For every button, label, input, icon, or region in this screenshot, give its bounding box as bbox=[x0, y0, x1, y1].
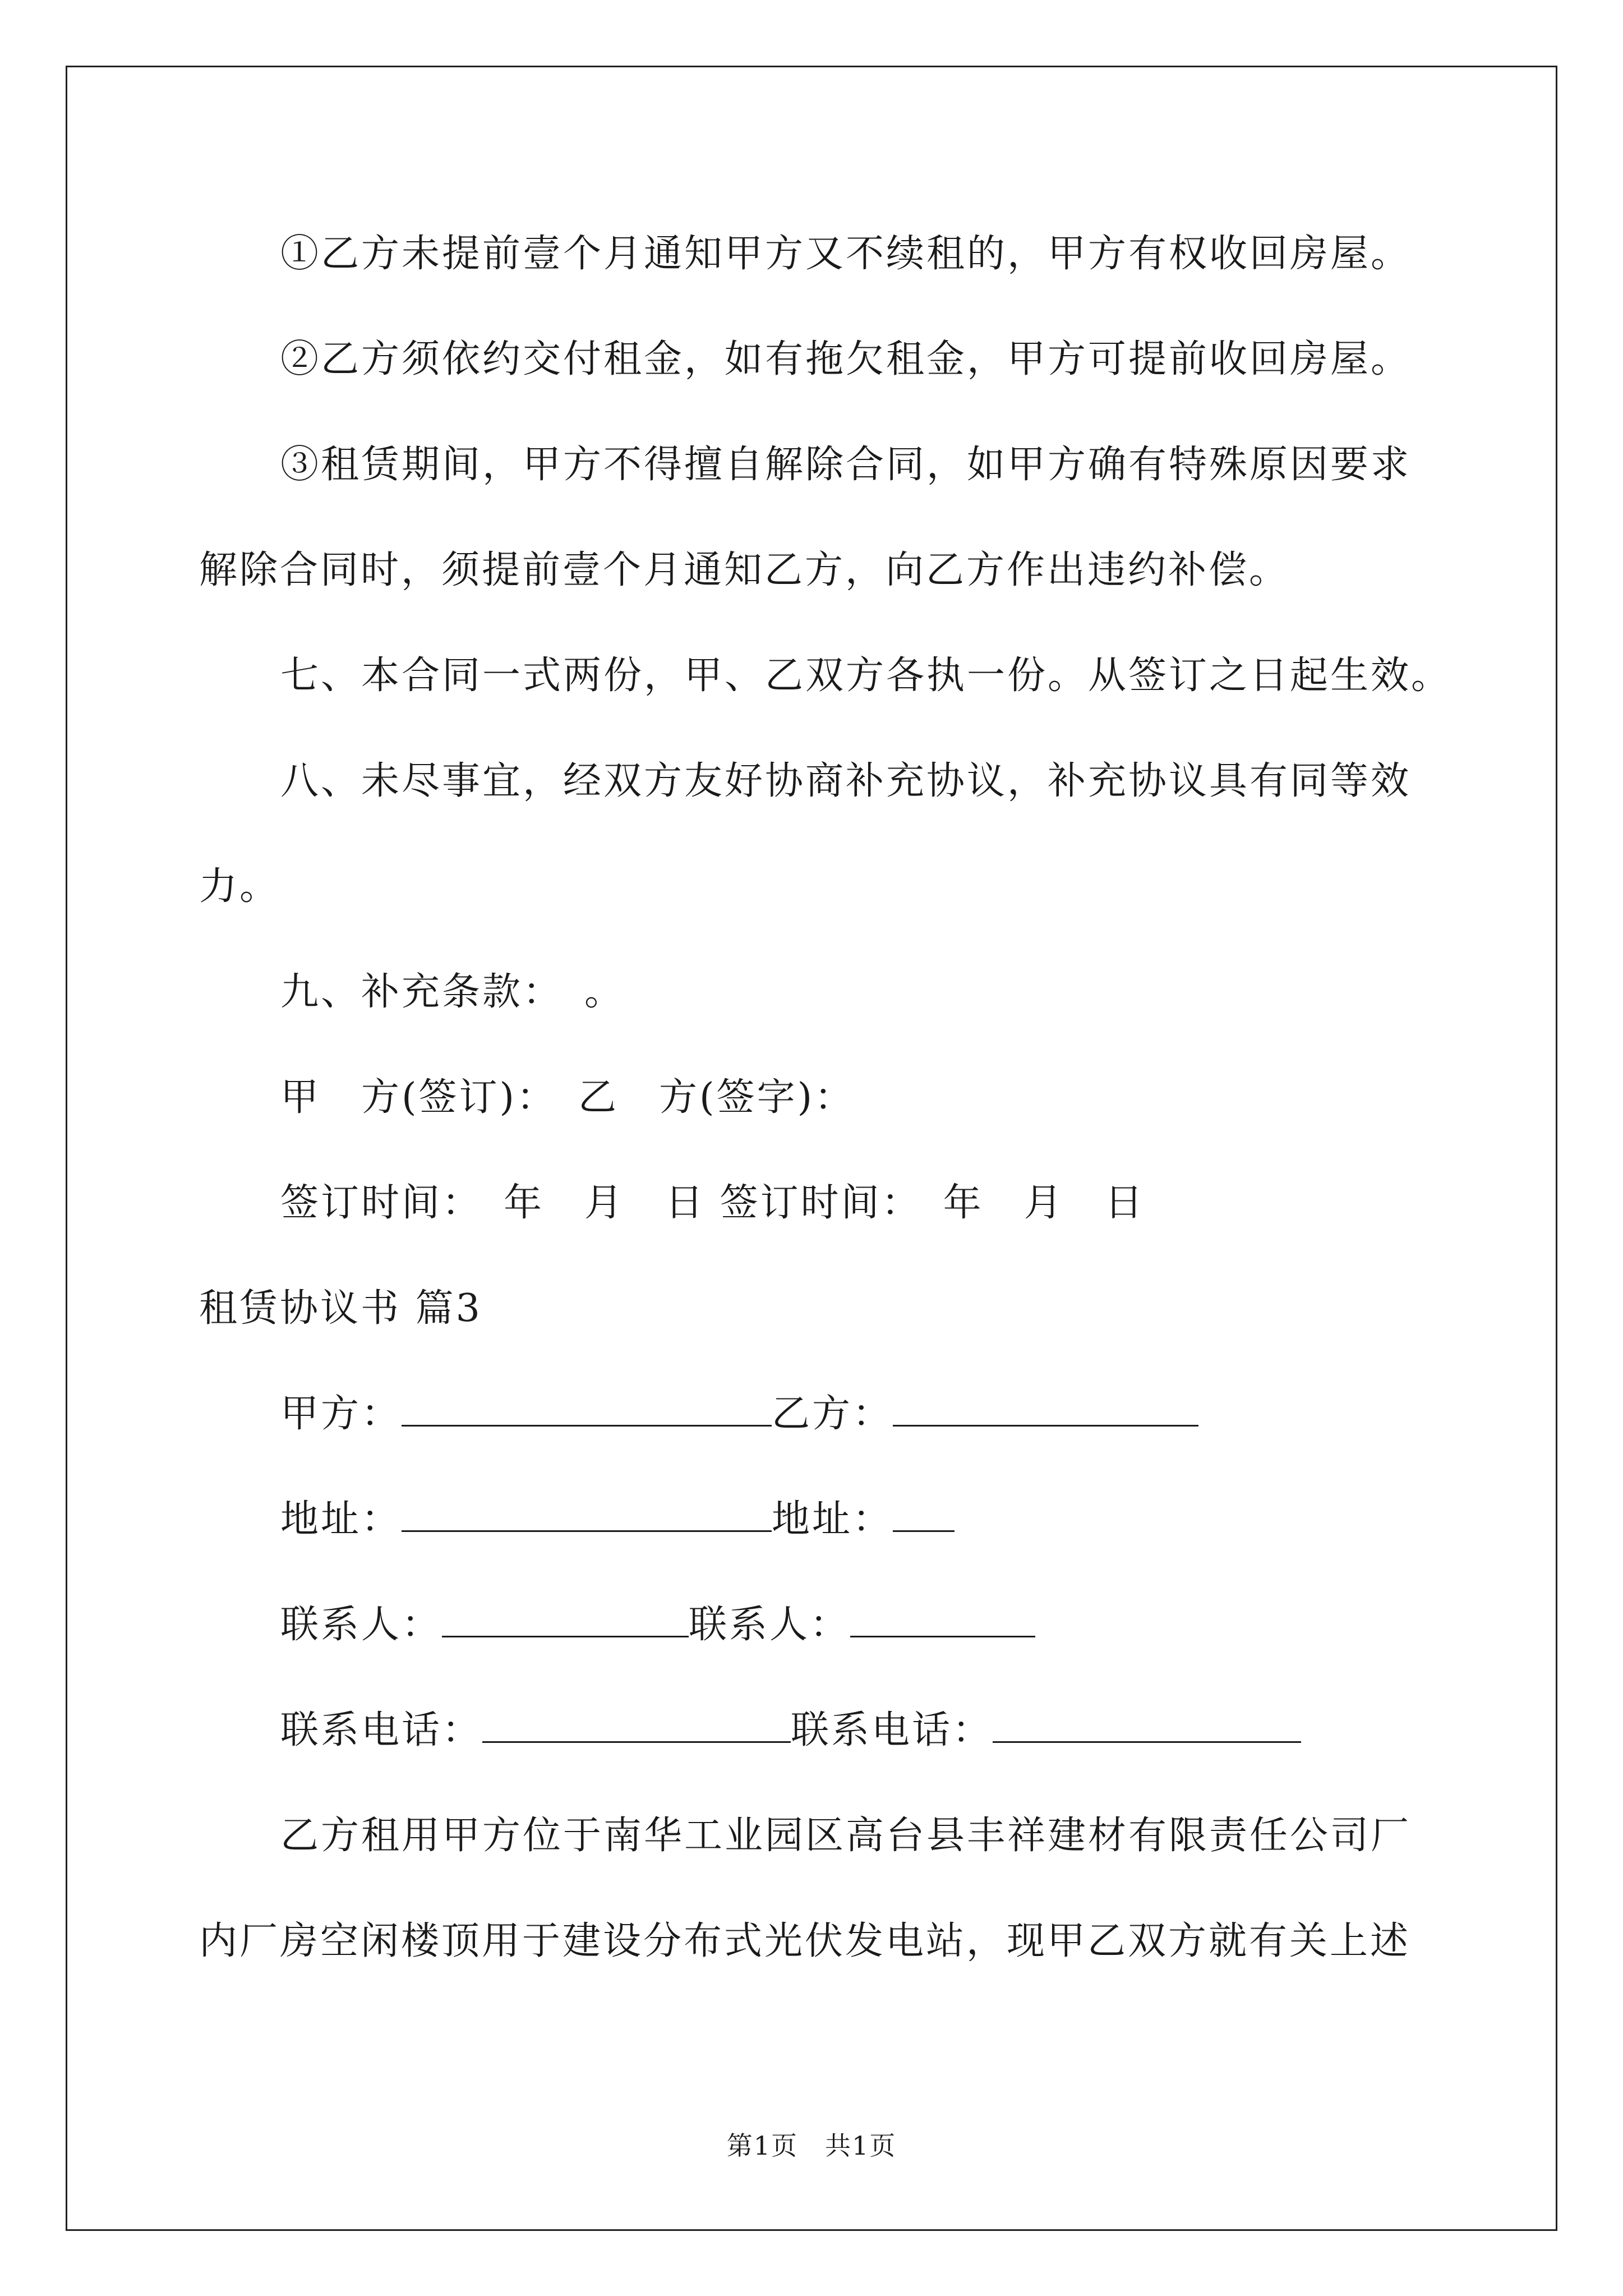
address-b-blank bbox=[893, 1496, 955, 1532]
contact-b-blank bbox=[850, 1601, 1035, 1637]
signature-line: 甲 方(签订)： 乙 方(签字)： bbox=[280, 1075, 855, 1120]
page-footer: 第1页 共1页 bbox=[726, 2131, 897, 2161]
clause-1: ①乙方未提前壹个月通知甲方又不续租的，甲方有权收回房屋。 bbox=[280, 232, 1412, 276]
signing-date-line: 签订时间： 年 月 日 签订时间： 年 月 日 bbox=[280, 1181, 1145, 1225]
contact-b-label: 联系人： bbox=[689, 1603, 851, 1647]
party-row bbox=[280, 1389, 1198, 1439]
phone-row bbox=[280, 1705, 1301, 1756]
contact-a-blank bbox=[442, 1601, 689, 1637]
contact-row bbox=[280, 1600, 1035, 1650]
page-border bbox=[66, 66, 1557, 2231]
address-row bbox=[280, 1494, 955, 1545]
clause-2: ②乙方须依约交付租金，如有拖欠租金，甲方可提前收回房屋。 bbox=[280, 337, 1412, 381]
clause-8-line-1: 八、未尽事宜，经双方友好协商补充协议，补充协议具有同等效 bbox=[280, 759, 1412, 803]
phone-a-blank bbox=[482, 1706, 791, 1743]
body-line-2: 内厂房空闲楼顶用于建设分布式光伏发电站，现甲乙双方就有关上述 bbox=[199, 1919, 1411, 1963]
phone-b-label: 联系电话： bbox=[791, 1708, 993, 1752]
address-a-label: 地址： bbox=[280, 1497, 402, 1542]
clause-3-line-2: 解除合同时，须提前壹个月通知乙方，向乙方作出违约补偿。 bbox=[199, 548, 1290, 592]
contact-a-label: 联系人： bbox=[280, 1603, 442, 1647]
clause-3-line-1: ③租赁期间，甲方不得擅自解除合同，如甲方确有特殊原因要求 bbox=[280, 443, 1412, 487]
body-line-1: 乙方租用甲方位于南华工业园区高台县丰祥建材有限责任公司厂 bbox=[280, 1814, 1412, 1858]
address-a-blank bbox=[402, 1496, 772, 1532]
phone-b-blank bbox=[993, 1706, 1301, 1743]
address-b-label: 地址： bbox=[772, 1497, 893, 1542]
section-heading: 租赁协议书 篇3 bbox=[199, 1286, 482, 1331]
clause-8-line-2: 力。 bbox=[199, 864, 280, 909]
party-a-label: 甲方： bbox=[280, 1392, 402, 1436]
phone-a-label: 联系电话： bbox=[280, 1708, 483, 1752]
party-a-blank bbox=[402, 1390, 772, 1427]
clause-9: 九、补充条款： 。 bbox=[280, 970, 625, 1014]
party-b-blank bbox=[893, 1390, 1198, 1427]
party-b-label: 乙方： bbox=[772, 1392, 893, 1436]
clause-7: 七、本合同一式两份，甲、乙双方各执一份。从签订之日起生效。 bbox=[280, 654, 1452, 698]
